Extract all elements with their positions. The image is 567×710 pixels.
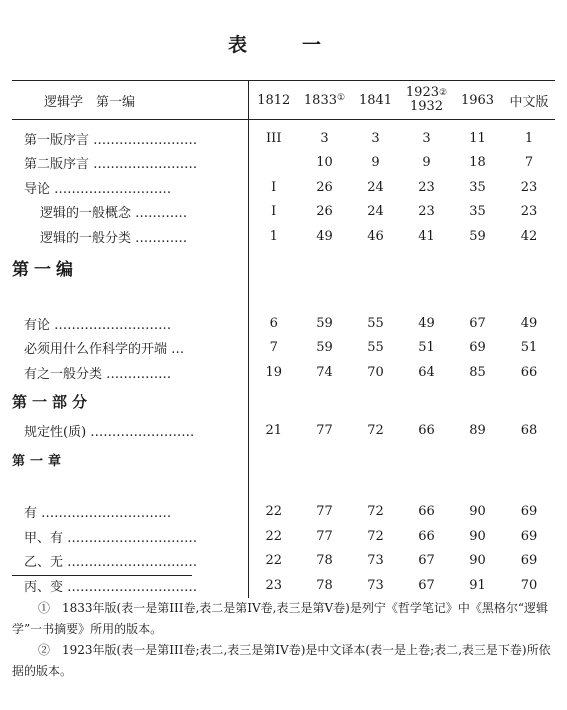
cell: 77	[316, 528, 333, 544]
cell: 35	[469, 204, 486, 220]
cell	[248, 151, 299, 176]
row-label: 有 …………………………	[12, 500, 248, 525]
cell: 90	[469, 553, 486, 569]
cell: 21	[265, 423, 283, 439]
row-label: 甲、有 …………………………	[12, 524, 248, 549]
cell: 66	[418, 423, 435, 439]
header-col-1833: 1833①	[299, 81, 350, 120]
header-col-1923: 1923② 1932	[401, 81, 452, 120]
section-row	[12, 385, 555, 419]
header-row	[12, 81, 555, 120]
cell: 64	[418, 364, 435, 380]
row-label: 规定性(质) ……………………	[12, 419, 248, 444]
table-row	[12, 151, 555, 176]
table-row	[12, 120, 555, 151]
cell: 70	[520, 577, 538, 593]
cell: I	[271, 204, 277, 220]
cell: 59	[316, 340, 333, 356]
cell: 7	[524, 155, 534, 171]
cell: 90	[469, 504, 486, 520]
cell: 23	[265, 577, 283, 593]
cell: 78	[316, 553, 333, 569]
cell: 23	[520, 179, 538, 195]
cell: 6	[269, 315, 278, 331]
cell: 73	[367, 553, 384, 569]
cell: 3	[371, 130, 380, 146]
cell: 23	[418, 204, 435, 220]
cell: 3	[422, 130, 431, 146]
cell: 85	[469, 364, 486, 380]
row-label: 有之一般分类 ……………	[12, 360, 248, 385]
table-row	[12, 175, 555, 200]
section-row	[12, 443, 555, 475]
cell: 69	[520, 553, 538, 569]
cell: 67	[418, 553, 435, 569]
cell: 59	[316, 315, 333, 331]
section-row	[12, 249, 555, 287]
table-row	[12, 336, 555, 361]
cell: 22	[265, 553, 283, 569]
cell: 69	[469, 340, 486, 356]
cell: 41	[418, 228, 435, 244]
cell: 42	[520, 228, 538, 244]
cell: 9	[422, 155, 431, 171]
cell: 18	[469, 155, 486, 171]
cell: 51	[520, 340, 538, 356]
table-row	[12, 524, 555, 549]
cell: 67	[469, 315, 486, 331]
cell: 26	[316, 179, 333, 195]
table-row	[12, 224, 555, 249]
cell: I	[271, 179, 277, 195]
cell: 69	[520, 528, 538, 544]
header-col-1841: 1841	[350, 81, 401, 120]
footnote-2: ② 1923年版(表一是第III卷;表二,表三是第IV卷)是中文译本(表一是上卷;表二,表三是下卷)所依据的版本。	[12, 643, 551, 678]
row-label: 逻辑的一般概念 …………	[12, 200, 248, 225]
cell: 68	[520, 423, 538, 439]
table-title: 表 一	[227, 34, 339, 56]
cell: 74	[316, 364, 333, 380]
table-row	[12, 419, 555, 444]
footnote-mark-1: ①	[337, 92, 346, 103]
table-row	[12, 549, 555, 574]
table-row	[12, 200, 555, 225]
cell: 46	[367, 228, 384, 244]
cell: 49	[520, 315, 538, 331]
cell: 91	[469, 577, 486, 593]
cell: 55	[367, 340, 384, 356]
cell: 9	[371, 155, 380, 171]
cell: III	[266, 130, 282, 146]
cell: 70	[367, 364, 384, 380]
section-heading-part-one: 第一编	[12, 249, 248, 287]
cell: 23	[418, 179, 435, 195]
header-col-chinese: 中文版	[503, 81, 555, 120]
table-row	[12, 573, 555, 598]
section-heading-chapter-one: 第一章	[12, 443, 248, 475]
table-row	[12, 360, 555, 385]
cell: 11	[469, 130, 486, 146]
cell: 1	[524, 130, 534, 146]
cell: 10	[316, 155, 333, 171]
cell: 35	[469, 179, 486, 195]
cell: 49	[316, 228, 333, 244]
cell: 90	[469, 528, 486, 544]
header-col-1812: 1812	[248, 81, 299, 120]
row-label: 必须用什么作科学的开端 …	[12, 336, 248, 361]
cell: 72	[367, 423, 384, 439]
header-label: 逻辑学 第一编	[12, 81, 248, 120]
row-label: 第一版序言 ……………………	[12, 120, 248, 151]
cell: 24	[367, 204, 384, 220]
cell: 49	[418, 315, 435, 331]
cell: 22	[265, 504, 283, 520]
cell: 7	[269, 340, 278, 356]
footnotes	[12, 598, 555, 682]
cell: 66	[520, 364, 538, 380]
row-label: 第二版序言 ……………………	[12, 151, 248, 176]
cell: 23	[520, 204, 538, 220]
cell: 77	[316, 423, 333, 439]
cell: 78	[316, 577, 333, 593]
row-label: 丙、变 …………………………	[12, 573, 248, 598]
cell: 3	[320, 130, 329, 146]
cell: 1	[269, 228, 278, 244]
cell: 51	[418, 340, 435, 356]
cell: 19	[265, 364, 283, 380]
row-label: 乙、无 …………………………	[12, 549, 248, 574]
footnote-divider	[12, 575, 192, 576]
cell: 24	[367, 179, 384, 195]
cell: 73	[367, 577, 384, 593]
footnote-1: ① 1833年版(表一是第III卷,表二是第IV卷,表三是第V卷)是列宁《哲学笔记》中《黑格尔“逻辑学”一书摘要》所用的版本。	[12, 601, 548, 636]
header-col-1963: 1963	[452, 81, 503, 120]
cell: 89	[469, 423, 486, 439]
cell: 66	[418, 528, 435, 544]
cell: 67	[418, 577, 435, 593]
row-label: 导论 ………………………	[12, 175, 248, 200]
cell: 55	[367, 315, 384, 331]
cell: 22	[265, 528, 283, 544]
cell: 77	[316, 504, 333, 520]
section-heading-first-part: 第一部分	[12, 385, 248, 419]
cell: 66	[418, 504, 435, 520]
cell: 26	[316, 204, 333, 220]
row-label: 逻辑的一般分类 …………	[12, 224, 248, 249]
cell: 69	[520, 504, 538, 520]
footnote-mark-2: ②	[439, 88, 448, 98]
edition-table	[12, 80, 555, 598]
table-row	[12, 500, 555, 525]
cell: 72	[367, 504, 384, 520]
table-row	[12, 311, 555, 336]
row-label: 有论 ………………………	[12, 311, 248, 336]
cell: 72	[367, 528, 384, 544]
cell: 59	[469, 228, 486, 244]
